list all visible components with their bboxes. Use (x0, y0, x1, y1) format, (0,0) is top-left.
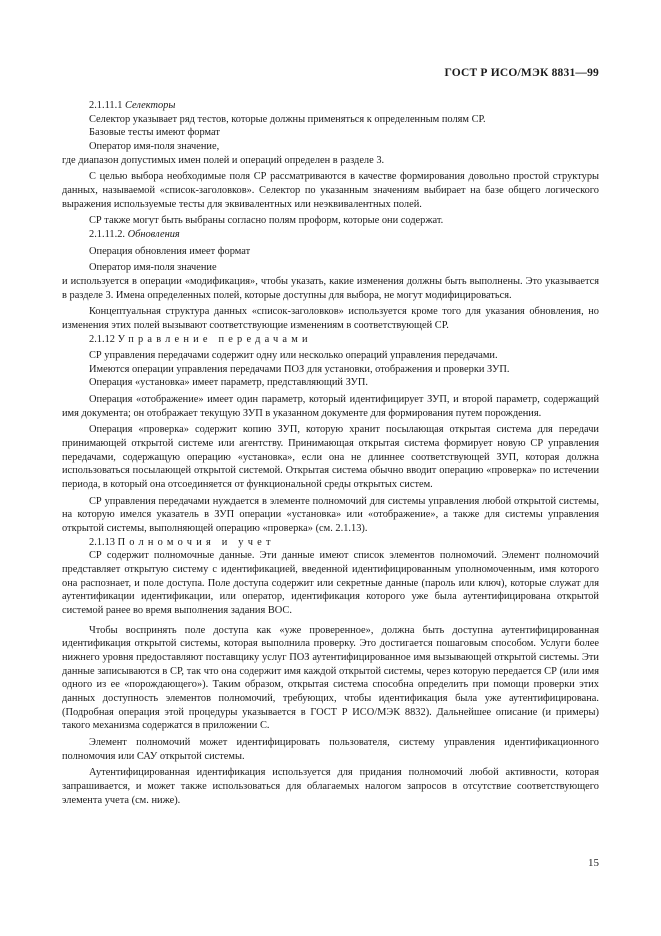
paragraph: Концептуальная структура данных «список-заголовков» используется кроме того для указания обновления, но изменения этих полей вызывают соответствующие изменениям в соответствующей СР. (62, 306, 599, 331)
paragraph: Элемент полномочий может идентифицировать пользователя, систему управления идентификационного полномочия или САУ открытой системы. (62, 736, 599, 762)
paragraph: Чтобы воспринять поле доступа как «уже проверенное», должна быть доступна аутентифицированная идентификация открытой системы, которая выполнила проверку. Это достигается пошаговым способом. Услуги более нижнего уровня предоставляют поставщику услуг ПОЗ аутентифицированное имя вызывающей открытой системы. Эти данные записываются в СР, так что она содержит имя каждой открытой системы, через которую передается СР (или имя одного из ее «порождающего»). Таким образом, открытая система способна определить при помощи проверки этих данных доступность элементов полномочий, требующих, чтобы идентификация была уже аутентифицирована. (Подробная операция этой процедуры указывается в ГОСТ Р ИСО/МЭК 8832). Дальнейшее описание (и примеры) такого механизма содержатся в приложении С. (62, 624, 599, 732)
subsection-heading-selectors: 2.1.11.1 Селекторы (89, 100, 176, 111)
paragraph: Операция «установка» имеет параметр, представляющий ЗУП. (89, 377, 368, 389)
paragraph: СР управления передачами содержит одну или несколько операций управления передачами. (89, 350, 498, 362)
paragraph: СР содержит полномочные данные. Эти данные имеют список элементов полномочий. Элемент полномочий представляет открытую систему с идентификацией, введенной идентифицированным уполномоченным, имя которого она распознает, и поле доступа. Поле доступа содержит или секретные данные (пароль или ключ), которые служат для аутентификации идентификации, или оператор, идентификация которого уже была аутентифицирована открытой системой ранее во время выполнения задания ВОС. (62, 550, 599, 616)
paragraph: Операция «отображение» имеет один параметр, который идентифицирует ЗУП, и второй параметр, содержащий имя документа; он отображает текущую ЗУП в указанном документе для формирования путем порождения. (62, 394, 599, 419)
paragraph: и используется в операции «модификация», чтобы указать, какие изменения должны быть выполнены. Это указывается в разделе 3. Имена определенных полей, которые доступны для выбора, не могут модифицироваться. (62, 275, 599, 301)
paragraph: Аутентифицированная идентификация используется для придания полномочий любой активности, которая запрашивается, и может также использоваться для облагаемых налогом запросов в отсутствие соответствующего элемента учета (см. ниже). (62, 767, 599, 806)
standard-header: ГОСТ Р ИСО/МЭК 8831—99 (444, 67, 599, 79)
paragraph: Имеются операции управления передачами ПОЗ для установки, отображения и проверки ЗУП. (89, 363, 510, 375)
paragraph: СР также могут быть выбраны согласно полям проформ, которые они содержат. (89, 215, 444, 227)
paragraph: где диапазон допустимых имен полей и операций определен в разделе 3. (62, 154, 385, 166)
page-number: 15 (588, 857, 599, 869)
paragraph: Операция обновления имеет формат (89, 245, 251, 257)
section-heading-transfer-control: 2.1.12 Управление передачами (89, 333, 312, 345)
paragraph: Селектор указывает ряд тестов, которые должны применяться к определенным полям СР. (89, 113, 486, 125)
body-text (62, 99, 599, 807)
paragraph: Оператор имя-поля значение, (89, 140, 220, 152)
paragraph: С целью выбора необходимые поля СР рассматриваются в качестве формирования довольно простой структуры данных, называемой «список-заголовков». Селектор по указанным значениям выбирает на базе общего логического выражения используемые тесты для эквивалентных или неэквивалентных полей. (62, 171, 599, 210)
section-heading-authority-accounting: 2.1.13 Полномочия и учет (89, 536, 275, 548)
paragraph: СР управления передачами нуждается в элементе полномочий для системы управления любой открытой системы, на которую имелся указатель в ЗУП операции «установка» или «отображение», а также для системы управления открытой системы, выполняющей операцию «проверка» (см. 2.1.13). (62, 495, 599, 535)
paragraph: Базовые тесты имеют формат (89, 127, 220, 139)
subsection-heading-updates: 2.1.11.2. Обновления (89, 228, 180, 240)
paragraph: Оператор имя-поля значение (89, 262, 217, 274)
paragraph: Операция «проверка» содержит копию ЗУП, которую хранит посылающая открытая система для передачи принимающей открытой системе или агентству. Принимающая открытая система формирует новую СР управления передачами, содержащую операцию «установка», если она не длиннее соответствующей ЗУП, которая должна использоваться посылающей открытой системой. Открытая система обычно вводит операцию «проверка» по истечении периода, в который она отсоединяется от функциональной среды открытых систем. (62, 424, 599, 491)
